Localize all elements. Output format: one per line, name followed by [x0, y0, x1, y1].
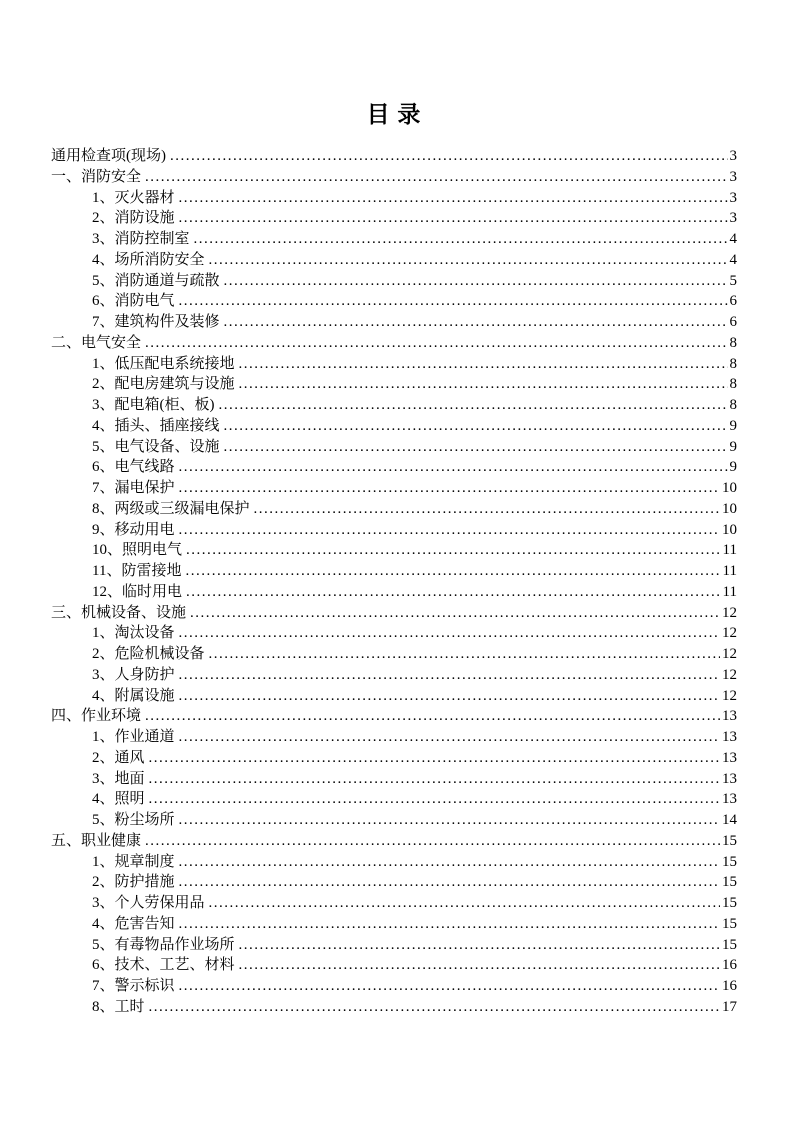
toc-leader-dots: [209, 644, 720, 665]
toc-leader-dots: [149, 997, 720, 1018]
toc-leader-dots: [179, 686, 720, 707]
toc-entry-page: 12: [722, 604, 737, 621]
toc-entry[interactable]: [51, 582, 737, 603]
toc-leader-dots: [145, 831, 720, 852]
toc-entry-label: 5、粉尘场所: [92, 812, 175, 828]
toc-entry[interactable]: [51, 789, 737, 810]
toc-entry-page: 17: [722, 998, 737, 1015]
toc-leader-dots: [145, 167, 727, 188]
toc-entry-label: 2、危险机械设备: [92, 646, 205, 662]
toc-entry[interactable]: [51, 291, 737, 312]
toc-entry-page: 11: [722, 563, 737, 579]
toc-entry-page: 15: [722, 832, 737, 849]
toc-entry[interactable]: [51, 561, 737, 582]
toc-entry-label: 通用检查项(现场): [51, 148, 166, 164]
toc-leader-dots: [149, 748, 720, 769]
toc-entry[interactable]: [51, 644, 737, 665]
toc-entry-label: 3、配电箱(柜、板): [92, 397, 215, 413]
toc-title: 目 录: [366, 102, 422, 127]
toc-leader-dots: [224, 312, 728, 333]
toc-entry-label: 7、建筑构件及装修: [92, 314, 220, 330]
toc-entry-label: 11、防雷接地: [92, 563, 182, 579]
toc-entry-label: 5、消防通道与疏散: [92, 272, 220, 289]
toc-entry-label: 12、临时用电: [92, 583, 183, 600]
toc-entry-label: 7、漏电保护: [92, 480, 175, 496]
toc-entry[interactable]: [51, 312, 737, 333]
toc-entry-label: 4、照明: [92, 791, 145, 808]
toc-entry[interactable]: [51, 686, 737, 707]
toc-leader-dots: [209, 893, 720, 914]
toc-leader-dots: [224, 437, 728, 458]
toc-entry[interactable]: [51, 395, 737, 416]
toc-leader-dots: [224, 416, 728, 437]
toc-entry[interactable]: [51, 354, 737, 375]
toc-entry[interactable]: [51, 935, 737, 956]
toc-entry-page: 12: [722, 687, 737, 704]
toc-entry-label: 五、职业健康: [51, 832, 142, 849]
toc-entry-page: 15: [722, 936, 737, 953]
toc-entry-label: 3、地面: [92, 770, 145, 787]
toc-entry-page: 15: [722, 895, 737, 911]
toc-entry-label: 1、淘汰设备: [92, 625, 175, 642]
toc-leader-dots: [179, 208, 728, 229]
toc-leader-dots: [239, 354, 728, 375]
toc-entry-page: 8: [729, 376, 737, 393]
toc-entry-page: 13: [722, 729, 737, 745]
toc-entry-page: 6: [729, 293, 737, 310]
toc-entry-page: 10: [722, 521, 737, 538]
toc-entry[interactable]: [51, 271, 737, 292]
toc-entry-page: 13: [722, 791, 737, 808]
toc-entry[interactable]: [51, 748, 737, 769]
toc-leader-dots: [179, 914, 720, 935]
toc-leader-dots: [224, 271, 728, 292]
toc-entry-label: 4、插头、插座接线: [92, 417, 220, 434]
toc-entry[interactable]: [51, 706, 737, 727]
toc-entry[interactable]: [51, 457, 737, 478]
toc-entry-label: 4、附属设施: [92, 687, 175, 704]
toc-list: [51, 146, 737, 1018]
toc-entry-page: 15: [722, 853, 737, 870]
toc-leader-dots: [179, 727, 720, 748]
toc-entry[interactable]: [51, 540, 737, 561]
toc-leader-dots: [170, 146, 728, 167]
toc-entry-label: 10、照明电气: [92, 542, 183, 559]
toc-entry[interactable]: [51, 852, 737, 873]
toc-leader-dots: [179, 976, 720, 997]
toc-leader-dots: [209, 250, 728, 271]
toc-entry-label: 5、有毒物品作业场所: [92, 936, 235, 953]
toc-leader-dots: [190, 603, 720, 624]
toc-entry[interactable]: [51, 893, 737, 914]
toc-entry-label: 2、通风: [92, 749, 145, 766]
toc-entry[interactable]: [51, 665, 737, 686]
toc-entry-page: 9: [729, 459, 737, 476]
toc-entry[interactable]: [51, 976, 737, 997]
toc-leader-dots: [186, 540, 721, 561]
toc-leader-dots: [149, 789, 720, 810]
toc-entry-page: 16: [722, 978, 737, 994]
toc-entry[interactable]: [51, 250, 737, 271]
toc-leader-dots: [179, 665, 720, 686]
toc-entry[interactable]: [51, 146, 737, 167]
toc-entry-page: 5: [729, 272, 737, 289]
toc-entry[interactable]: [51, 810, 737, 831]
toc-leader-dots: [194, 229, 728, 250]
toc-entry-page: 10: [722, 500, 737, 517]
toc-entry-label: 2、消防设施: [92, 210, 175, 227]
toc-entry[interactable]: [51, 499, 737, 520]
toc-entry[interactable]: [51, 872, 737, 893]
toc-entry-label: 1、规章制度: [92, 853, 175, 870]
toc-entry-label: 三、机械设备、设施: [51, 604, 187, 621]
toc-entry[interactable]: [51, 374, 737, 395]
toc-entry-page: 3: [729, 168, 737, 185]
toc-entry-label: 一、消防安全: [51, 168, 142, 185]
toc-entry-page: 14: [722, 812, 737, 828]
toc-leader-dots: [179, 872, 720, 893]
toc-entry-page: 4: [729, 251, 737, 268]
toc-entry-page: 8: [729, 397, 737, 413]
toc-entry-label: 2、防护措施: [92, 874, 175, 891]
toc-leader-dots: [239, 955, 720, 976]
toc-entry[interactable]: [51, 955, 737, 976]
toc-entry-page: 13: [722, 749, 737, 766]
toc-entry-page: 16: [722, 957, 737, 974]
toc-leader-dots: [179, 810, 720, 831]
toc-leader-dots: [179, 623, 720, 644]
toc-entry-page: 3: [729, 189, 737, 206]
toc-entry[interactable]: [51, 478, 737, 499]
toc-entry-label: 四、作业环境: [51, 708, 142, 725]
toc-entry-page: 4: [729, 231, 737, 247]
toc-entry-page: 15: [722, 915, 737, 932]
toc-leader-dots: [179, 188, 728, 209]
toc-entry-page: 3: [729, 148, 737, 164]
toc-entry[interactable]: [51, 997, 737, 1018]
toc-entry[interactable]: [51, 229, 737, 250]
toc-entry-label: 9、移动用电: [92, 521, 175, 538]
toc-entry[interactable]: [51, 188, 737, 209]
toc-entry-label: 3、消防控制室: [92, 231, 190, 247]
toc-leader-dots: [254, 499, 720, 520]
toc-entry[interactable]: [51, 520, 737, 541]
toc-entry[interactable]: [51, 603, 737, 624]
toc-leader-dots: [179, 852, 720, 873]
toc-leader-dots: [219, 395, 728, 416]
toc-entry-label: 8、工时: [92, 998, 145, 1015]
toc-leader-dots: [186, 582, 721, 603]
toc-entry-page: 6: [729, 314, 737, 330]
toc-leader-dots: [239, 935, 720, 956]
toc-entry-page: 13: [722, 708, 737, 725]
toc-entry-page: 12: [722, 646, 737, 662]
toc-entry[interactable]: [51, 333, 737, 354]
toc-entry[interactable]: [51, 623, 737, 644]
toc-entry-page: 9: [729, 438, 737, 455]
toc-leader-dots: [185, 561, 720, 582]
toc-entry-label: 1、作业通道: [92, 729, 175, 745]
toc-leader-dots: [179, 520, 720, 541]
toc-leader-dots: [239, 374, 728, 395]
toc-entry[interactable]: [51, 769, 737, 790]
toc-entry[interactable]: [51, 437, 737, 458]
toc-entry-page: 13: [722, 770, 737, 787]
toc-entry-label: 8、两级或三级漏电保护: [92, 500, 250, 517]
toc-entry-page: 9: [729, 417, 737, 434]
toc-entry-label: 1、灭火器材: [92, 189, 175, 206]
toc-entry[interactable]: [51, 416, 737, 437]
toc-entry-page: 3: [729, 210, 737, 227]
toc-entry[interactable]: [51, 167, 737, 188]
toc-entry-label: 1、低压配电系统接地: [92, 355, 235, 372]
toc-entry-label: 4、危害告知: [92, 915, 175, 932]
toc-entry-page: 11: [722, 583, 737, 600]
toc-entry-page: 12: [722, 666, 737, 683]
toc-entry-page: 8: [729, 355, 737, 372]
toc-entry-label: 6、电气线路: [92, 459, 175, 476]
toc-entry-label: 5、电气设备、设施: [92, 438, 220, 455]
toc-entry-label: 7、警示标识: [92, 978, 175, 994]
toc-leader-dots: [179, 291, 728, 312]
toc-entry[interactable]: [51, 727, 737, 748]
toc-entry-page: 8: [729, 334, 737, 351]
toc-entry-page: 15: [722, 874, 737, 891]
toc-leader-dots: [145, 706, 720, 727]
toc-leader-dots: [179, 478, 720, 499]
toc-entry[interactable]: [51, 208, 737, 229]
toc-entry[interactable]: [51, 914, 737, 935]
toc-entry-label: 4、场所消防安全: [92, 251, 205, 268]
toc-entry-page: 10: [722, 480, 737, 496]
toc-leader-dots: [145, 333, 727, 354]
toc-entry[interactable]: [51, 831, 737, 852]
toc-entry-page: 11: [722, 542, 737, 559]
toc-leader-dots: [179, 457, 728, 478]
toc-entry-label: 6、技术、工艺、材料: [92, 957, 235, 974]
toc-entry-label: 2、配电房建筑与设施: [92, 376, 235, 393]
toc-entry-label: 6、消防电气: [92, 293, 175, 310]
toc-entry-label: 二、电气安全: [51, 334, 142, 351]
toc-leader-dots: [149, 769, 720, 790]
toc-entry-page: 12: [722, 625, 737, 642]
toc-entry-label: 3、人身防护: [92, 666, 175, 683]
toc-entry-label: 3、个人劳保用品: [92, 895, 205, 911]
